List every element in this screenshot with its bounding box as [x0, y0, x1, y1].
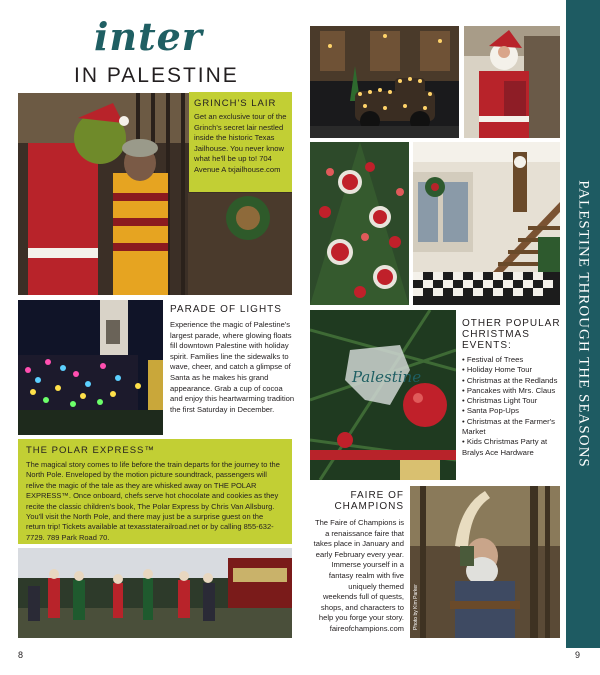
- parade-body: Experience the magic of Palestine's largest parade, where glowing floats fill downtown Palestine with holiday spirit. Families line the sidewalks to wave, cheer, and catch a glimpse of Santa as he makes his grand appearance. Grab a cup of cocoa and enjoy this heartwarming tradition the first Saturday in December.: [170, 320, 295, 414]
- other-events-section: [462, 318, 562, 458]
- polar-express-photo: [18, 548, 292, 638]
- list-item: • Pancakes with Mrs. Claus: [462, 385, 556, 395]
- santa-photo: [464, 26, 560, 138]
- list-item: • Christmas at the Redlands: [462, 375, 558, 385]
- list-item: • Santa Pop-Ups: [462, 406, 519, 416]
- christmas-tree-photo: [310, 142, 409, 305]
- grinch-lair-box: [189, 92, 292, 192]
- polar-express-box: [18, 439, 292, 544]
- other-events-list: [462, 355, 562, 458]
- list-item: • Festival of Trees: [462, 355, 524, 364]
- grinch-lair-heading: GRINCH'S LAIR: [194, 98, 277, 109]
- section-subtitle: IN PALESTINE: [74, 64, 239, 87]
- parade-photo: [18, 300, 163, 435]
- faire-body: The Faire of Champions is a renaissance faire that takes place in January and early February every year. Immerse yourself in a fantasy realm with five uniquely themed weekends full of quests, shops, and characters to help you forge your story. faireofchampions.com: [313, 518, 404, 633]
- faire-section: [312, 490, 404, 635]
- grinch-lair-body: Get an exclusive tour of the Grinch's secret lair nestled inside the historic Texas Jailhouse. You never know what he'll be up to! 704 Avenue A txjailhouse.com: [194, 112, 287, 174]
- page-number-left: 8: [18, 650, 24, 660]
- list-item: • Christmas Light Tour: [462, 396, 538, 406]
- photo-credit: Photo by Kim Parker: [413, 584, 419, 630]
- sidebar-band: [566, 0, 600, 648]
- parade-section: [170, 304, 295, 415]
- lit-truck-photo: [310, 26, 459, 138]
- other-events-heading: OTHER POPULAR CHRISTMAS EVENTS:: [462, 318, 561, 351]
- parade-heading: PARADE OF LIGHTS: [170, 304, 282, 315]
- list-item: • Christmas at the Farmer's Market: [462, 416, 556, 437]
- polar-express-heading: THE POLAR EXPRESS™: [26, 445, 155, 456]
- section-script-title: inter: [94, 14, 203, 59]
- list-item: • Kids Christmas Party at Bralys Ace Hardware: [462, 437, 548, 457]
- ornament-photo: [310, 310, 456, 480]
- polar-express-body: The magical story comes to life before the train departs for the journey to the North Pole. Enveloped by the motion picture soundtrack, passengers will relive the magic of the tale as they are whisked away on THE POLAR EXPRESS™. Once onboard, chefs serve hot chocolate and cookies as they recite the classic children's book, The Polar Express by Chris Van Allsburg. You'll visit the North Pole, and there may just be a surprise guest on the return trip! Tickets available at texasstaterailroad.net or by calling 855-632-7729. 789 Park Road 70.: [26, 460, 280, 542]
- faire-heading: FAIRE OF CHAMPIONS: [334, 490, 404, 512]
- page-number-right: 9: [575, 650, 581, 660]
- ornament-label: Palestine: [352, 368, 422, 386]
- sidebar-title: PALESTINE THROUGH THE SEASONS: [575, 180, 592, 468]
- list-item: • Holiday Home Tour: [462, 365, 533, 375]
- interior-stairs-photo: [413, 142, 560, 305]
- faire-photo: [410, 486, 560, 638]
